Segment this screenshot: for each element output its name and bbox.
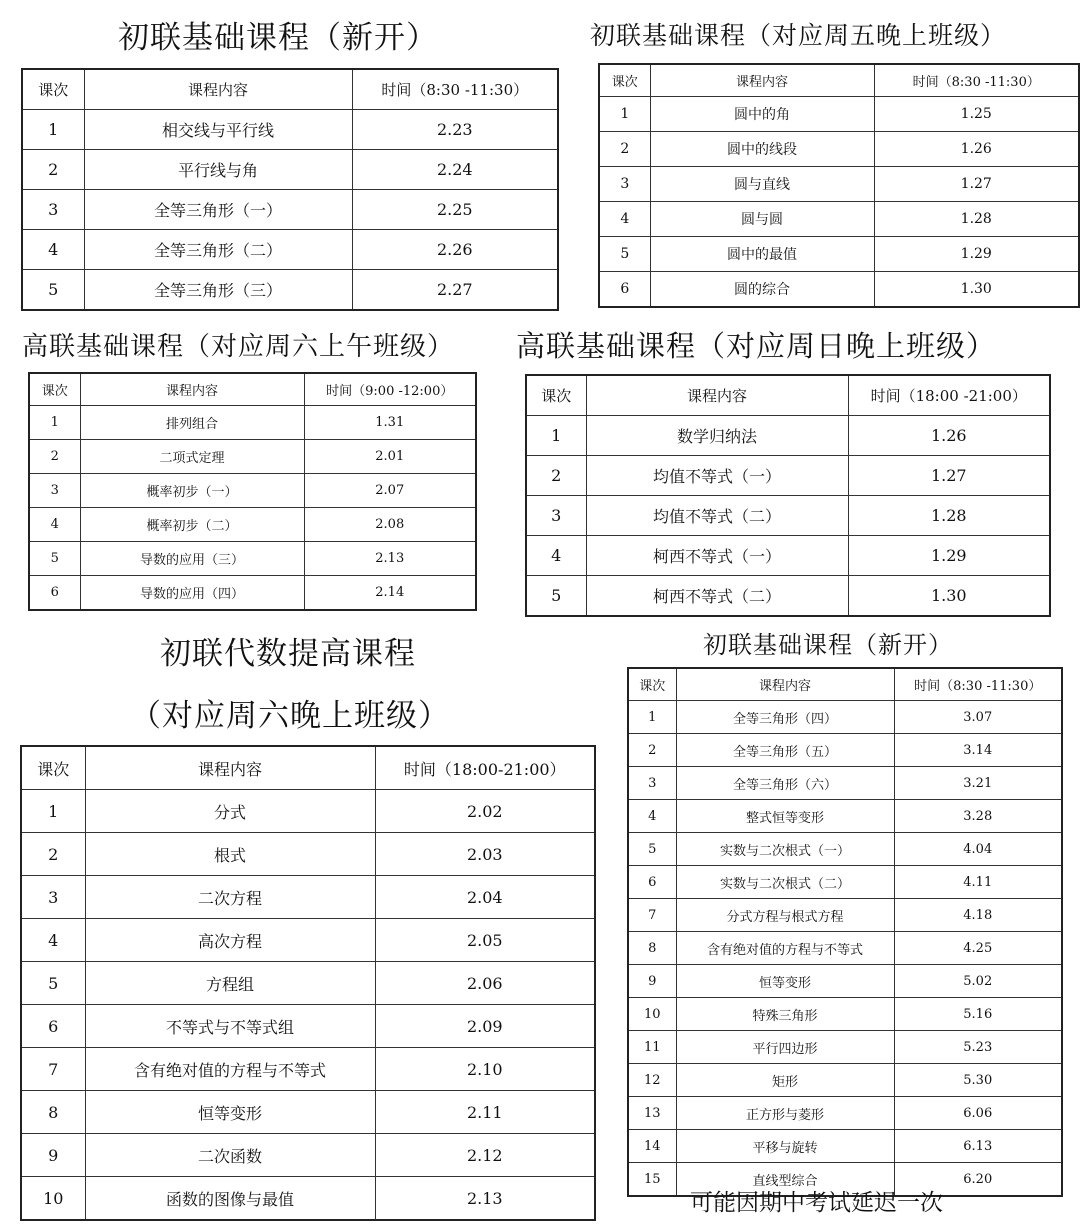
lesson-number: 15 — [628, 1163, 676, 1197]
table-row — [21, 833, 595, 876]
lesson-number: 4 — [599, 202, 650, 237]
table-row — [526, 416, 1050, 456]
lesson-date: 6.20 — [894, 1163, 1062, 1197]
lesson-content: 分式方程与根式方程 — [676, 899, 894, 932]
lesson-number: 11 — [628, 1031, 676, 1064]
lesson-date: 2.26 — [352, 230, 558, 270]
lesson-content: 全等三角形（三） — [84, 270, 352, 311]
lesson-number: 7 — [21, 1048, 85, 1091]
table-row — [526, 456, 1050, 496]
table-row — [29, 474, 476, 508]
table-row — [29, 542, 476, 576]
table-row — [29, 440, 476, 474]
lesson-number: 9 — [628, 965, 676, 998]
lesson-content: 柯西不等式（一） — [586, 536, 848, 576]
lesson-date: 5.23 — [894, 1031, 1062, 1064]
table-row — [29, 406, 476, 440]
lesson-number: 4 — [21, 919, 85, 962]
lesson-number: 5 — [29, 542, 80, 576]
lesson-date: 2.23 — [352, 110, 558, 150]
lesson-content: 圆的综合 — [650, 272, 874, 308]
column-header: 课程内容 — [650, 64, 874, 97]
column-header: 课程内容 — [80, 373, 304, 406]
lesson-content: 排列组合 — [80, 406, 304, 440]
column-header: 课次 — [29, 373, 80, 406]
lesson-number: 2 — [599, 132, 650, 167]
lesson-number: 14 — [628, 1130, 676, 1163]
lesson-number: 8 — [628, 932, 676, 965]
lesson-date: 3.14 — [894, 734, 1062, 767]
table-header-row — [599, 64, 1079, 97]
lesson-content: 平行线与角 — [84, 150, 352, 190]
column-header: 课程内容 — [586, 375, 848, 416]
schedule-table-gaolian-sat-morning — [28, 372, 477, 611]
lesson-number: 2 — [628, 734, 676, 767]
lesson-date: 1.26 — [848, 416, 1050, 456]
lesson-number: 2 — [21, 833, 85, 876]
lesson-date: 4.04 — [894, 833, 1062, 866]
lesson-date: 2.24 — [352, 150, 558, 190]
lesson-content: 全等三角形（五） — [676, 734, 894, 767]
lesson-date: 2.01 — [304, 440, 476, 474]
column-header: 时间（8:30 -11:30） — [874, 64, 1079, 97]
lesson-date: 1.26 — [874, 132, 1079, 167]
table-row — [599, 132, 1079, 167]
lesson-content: 数学归纳法 — [586, 416, 848, 456]
table-row — [628, 701, 1062, 734]
table-row — [599, 202, 1079, 237]
lesson-number: 6 — [29, 576, 80, 611]
lesson-content: 导数的应用（三） — [80, 542, 304, 576]
lesson-number: 3 — [29, 474, 80, 508]
lesson-number: 6 — [599, 272, 650, 308]
table-row — [22, 230, 558, 270]
lesson-content: 根式 — [85, 833, 375, 876]
lesson-date: 2.13 — [375, 1177, 595, 1221]
table-row — [21, 1177, 595, 1221]
lesson-date: 5.30 — [894, 1064, 1062, 1097]
table-row — [628, 1064, 1062, 1097]
table-row — [628, 1097, 1062, 1130]
table-row — [22, 270, 558, 311]
lesson-date: 6.13 — [894, 1130, 1062, 1163]
lesson-content: 二次方程 — [85, 876, 375, 919]
lesson-content: 圆与圆 — [650, 202, 874, 237]
lesson-date: 2.25 — [352, 190, 558, 230]
lesson-number: 3 — [21, 876, 85, 919]
lesson-date: 3.28 — [894, 800, 1062, 833]
lesson-number: 1 — [599, 97, 650, 132]
lesson-number: 3 — [22, 190, 84, 230]
table-subtitle-chulian-algebra: （对应周六晚上班级） — [130, 698, 450, 734]
lesson-number: 2 — [29, 440, 80, 474]
table-title-chulian-fri-evening: 初联基础课程（对应周五晚上班级） — [590, 21, 1007, 50]
lesson-date: 2.05 — [375, 919, 595, 962]
lesson-content: 柯西不等式（二） — [586, 576, 848, 617]
lesson-date: 4.18 — [894, 899, 1062, 932]
column-header: 时间（8:30 -11:30） — [894, 668, 1062, 701]
lesson-content: 正方形与菱形 — [676, 1097, 894, 1130]
lesson-date: 2.11 — [375, 1091, 595, 1134]
schedule-table-chulian-new-2 — [627, 667, 1063, 1197]
table-title-chulian-new-2: 初联基础课程（新开） — [703, 631, 953, 659]
table-title-gaolian-sat-morning: 高联基础课程（对应周六上午班级） — [22, 332, 455, 362]
table-row — [628, 998, 1062, 1031]
lesson-content: 恒等变形 — [85, 1091, 375, 1134]
lesson-content: 方程组 — [85, 962, 375, 1005]
table-header-row — [526, 375, 1050, 416]
lesson-content: 特殊三角形 — [676, 998, 894, 1031]
lesson-content: 分式 — [85, 790, 375, 833]
lesson-date: 2.10 — [375, 1048, 595, 1091]
lesson-number: 4 — [526, 536, 586, 576]
table-header-row — [22, 69, 558, 110]
table-row — [29, 576, 476, 611]
table-title-chulian-new-1: 初联基础课程（新开） — [118, 20, 438, 56]
lesson-content: 直线型综合 — [676, 1163, 894, 1197]
lesson-number: 9 — [21, 1134, 85, 1177]
lesson-number: 10 — [628, 998, 676, 1031]
lesson-number: 1 — [21, 790, 85, 833]
column-header: 课次 — [21, 746, 85, 790]
lesson-content: 二次函数 — [85, 1134, 375, 1177]
table-row — [21, 1134, 595, 1177]
lesson-content: 实数与二次根式（二） — [676, 866, 894, 899]
lesson-number: 1 — [22, 110, 84, 150]
table-row — [628, 866, 1062, 899]
table-row — [599, 97, 1079, 132]
lesson-number: 1 — [29, 406, 80, 440]
lesson-content: 圆中的最值 — [650, 237, 874, 272]
lesson-date: 1.30 — [874, 272, 1079, 308]
table-row — [526, 536, 1050, 576]
lesson-content: 全等三角形（一） — [84, 190, 352, 230]
lesson-number: 4 — [29, 508, 80, 542]
lesson-content: 不等式与不等式组 — [85, 1005, 375, 1048]
table-header-row — [628, 668, 1062, 701]
lesson-date: 1.25 — [874, 97, 1079, 132]
lesson-content: 矩形 — [676, 1064, 894, 1097]
lesson-date: 2.12 — [375, 1134, 595, 1177]
table-row — [22, 110, 558, 150]
lesson-number: 4 — [22, 230, 84, 270]
lesson-content: 二项式定理 — [80, 440, 304, 474]
lesson-date: 2.08 — [304, 508, 476, 542]
table-row — [628, 965, 1062, 998]
table-row — [21, 919, 595, 962]
lesson-date: 1.27 — [874, 167, 1079, 202]
column-header: 时间（18:00-21:00） — [375, 746, 595, 790]
table-row — [628, 734, 1062, 767]
schedule-table-chulian-algebra — [20, 745, 596, 1221]
lesson-number: 5 — [628, 833, 676, 866]
table-row — [526, 576, 1050, 617]
lesson-content: 函数的图像与最值 — [85, 1177, 375, 1221]
lesson-number: 4 — [628, 800, 676, 833]
lesson-number: 6 — [628, 866, 676, 899]
lesson-date: 1.29 — [848, 536, 1050, 576]
table-title-gaolian-sun-evening: 高联基础课程（对应周日晚上班级） — [516, 329, 997, 363]
column-header: 课程内容 — [676, 668, 894, 701]
table-row — [599, 272, 1079, 308]
lesson-content: 平移与旋转 — [676, 1130, 894, 1163]
lesson-number: 2 — [22, 150, 84, 190]
lesson-number: 2 — [526, 456, 586, 496]
lesson-date: 5.16 — [894, 998, 1062, 1031]
lesson-date: 1.31 — [304, 406, 476, 440]
lesson-number: 3 — [526, 496, 586, 536]
lesson-date: 6.06 — [894, 1097, 1062, 1130]
lesson-date: 1.27 — [848, 456, 1050, 496]
lesson-number: 8 — [21, 1091, 85, 1134]
lesson-date: 2.06 — [375, 962, 595, 1005]
table-row — [628, 833, 1062, 866]
lesson-number: 5 — [599, 237, 650, 272]
column-header: 时间（18:00 -21:00） — [848, 375, 1050, 416]
table-row — [628, 899, 1062, 932]
lesson-number: 1 — [526, 416, 586, 456]
lesson-content: 恒等变形 — [676, 965, 894, 998]
lesson-date: 2.02 — [375, 790, 595, 833]
lesson-content: 概率初步（一） — [80, 474, 304, 508]
column-header: 课次 — [22, 69, 84, 110]
lesson-date: 5.02 — [894, 965, 1062, 998]
lesson-content: 圆中的角 — [650, 97, 874, 132]
schedule-table-gaolian-sun-evening — [525, 374, 1051, 617]
lesson-number: 6 — [21, 1005, 85, 1048]
lesson-content: 含有绝对值的方程与不等式 — [85, 1048, 375, 1091]
schedule-table-chulian-new-1 — [21, 68, 559, 311]
table-header-row — [29, 373, 476, 406]
table-row — [22, 150, 558, 190]
lesson-content: 实数与二次根式（一） — [676, 833, 894, 866]
table-row — [29, 508, 476, 542]
lesson-content: 相交线与平行线 — [84, 110, 352, 150]
lesson-number: 5 — [21, 962, 85, 1005]
lesson-date: 2.09 — [375, 1005, 595, 1048]
lesson-number: 3 — [628, 767, 676, 800]
table-row — [21, 1048, 595, 1091]
table-row — [22, 190, 558, 230]
lesson-number: 7 — [628, 899, 676, 932]
lesson-number: 3 — [599, 167, 650, 202]
column-header: 课程内容 — [85, 746, 375, 790]
table-header-row — [21, 746, 595, 790]
table-row — [599, 237, 1079, 272]
table-row — [628, 767, 1062, 800]
table-row — [21, 876, 595, 919]
lesson-date: 1.28 — [848, 496, 1050, 536]
delay-note: 可能因期中考试延迟一次 — [690, 1190, 943, 1216]
table-row — [526, 496, 1050, 536]
lesson-content: 导数的应用（四） — [80, 576, 304, 611]
lesson-number: 13 — [628, 1097, 676, 1130]
lesson-date: 2.14 — [304, 576, 476, 611]
lesson-number: 5 — [22, 270, 84, 311]
lesson-date: 4.25 — [894, 932, 1062, 965]
table-row — [628, 1130, 1062, 1163]
lesson-content: 平行四边形 — [676, 1031, 894, 1064]
table-row — [628, 800, 1062, 833]
column-header: 课次 — [599, 64, 650, 97]
table-row — [628, 932, 1062, 965]
lesson-date: 1.28 — [874, 202, 1079, 237]
lesson-date: 2.04 — [375, 876, 595, 919]
lesson-date: 1.30 — [848, 576, 1050, 617]
column-header: 时间（8:30 -11:30） — [352, 69, 558, 110]
lesson-date: 4.11 — [894, 866, 1062, 899]
lesson-date: 1.29 — [874, 237, 1079, 272]
schedule-table-chulian-fri-evening — [598, 63, 1080, 308]
lesson-date: 3.07 — [894, 701, 1062, 734]
table-row — [599, 167, 1079, 202]
column-header: 课次 — [526, 375, 586, 416]
table-row — [628, 1031, 1062, 1064]
lesson-date: 2.13 — [304, 542, 476, 576]
lesson-content: 整式恒等变形 — [676, 800, 894, 833]
lesson-date: 2.07 — [304, 474, 476, 508]
column-header: 课程内容 — [84, 69, 352, 110]
lesson-number: 10 — [21, 1177, 85, 1221]
table-row — [21, 962, 595, 1005]
lesson-content: 含有绝对值的方程与不等式 — [676, 932, 894, 965]
table-row — [21, 1091, 595, 1134]
lesson-content: 均值不等式（二） — [586, 496, 848, 536]
lesson-content: 高次方程 — [85, 919, 375, 962]
lesson-content: 全等三角形（二） — [84, 230, 352, 270]
table-title-chulian-algebra: 初联代数提高课程 — [160, 636, 416, 672]
lesson-content: 全等三角形（六） — [676, 767, 894, 800]
lesson-content: 圆中的线段 — [650, 132, 874, 167]
table-row — [21, 790, 595, 833]
column-header: 时间（9:00 -12:00） — [304, 373, 476, 406]
lesson-content: 概率初步（二） — [80, 508, 304, 542]
table-row — [21, 1005, 595, 1048]
lesson-date: 2.03 — [375, 833, 595, 876]
lesson-number: 12 — [628, 1064, 676, 1097]
lesson-content: 均值不等式（一） — [586, 456, 848, 496]
lesson-date: 2.27 — [352, 270, 558, 311]
lesson-content: 圆与直线 — [650, 167, 874, 202]
column-header: 课次 — [628, 668, 676, 701]
lesson-content: 全等三角形（四） — [676, 701, 894, 734]
lesson-number: 1 — [628, 701, 676, 734]
lesson-date: 3.21 — [894, 767, 1062, 800]
lesson-number: 5 — [526, 576, 586, 617]
